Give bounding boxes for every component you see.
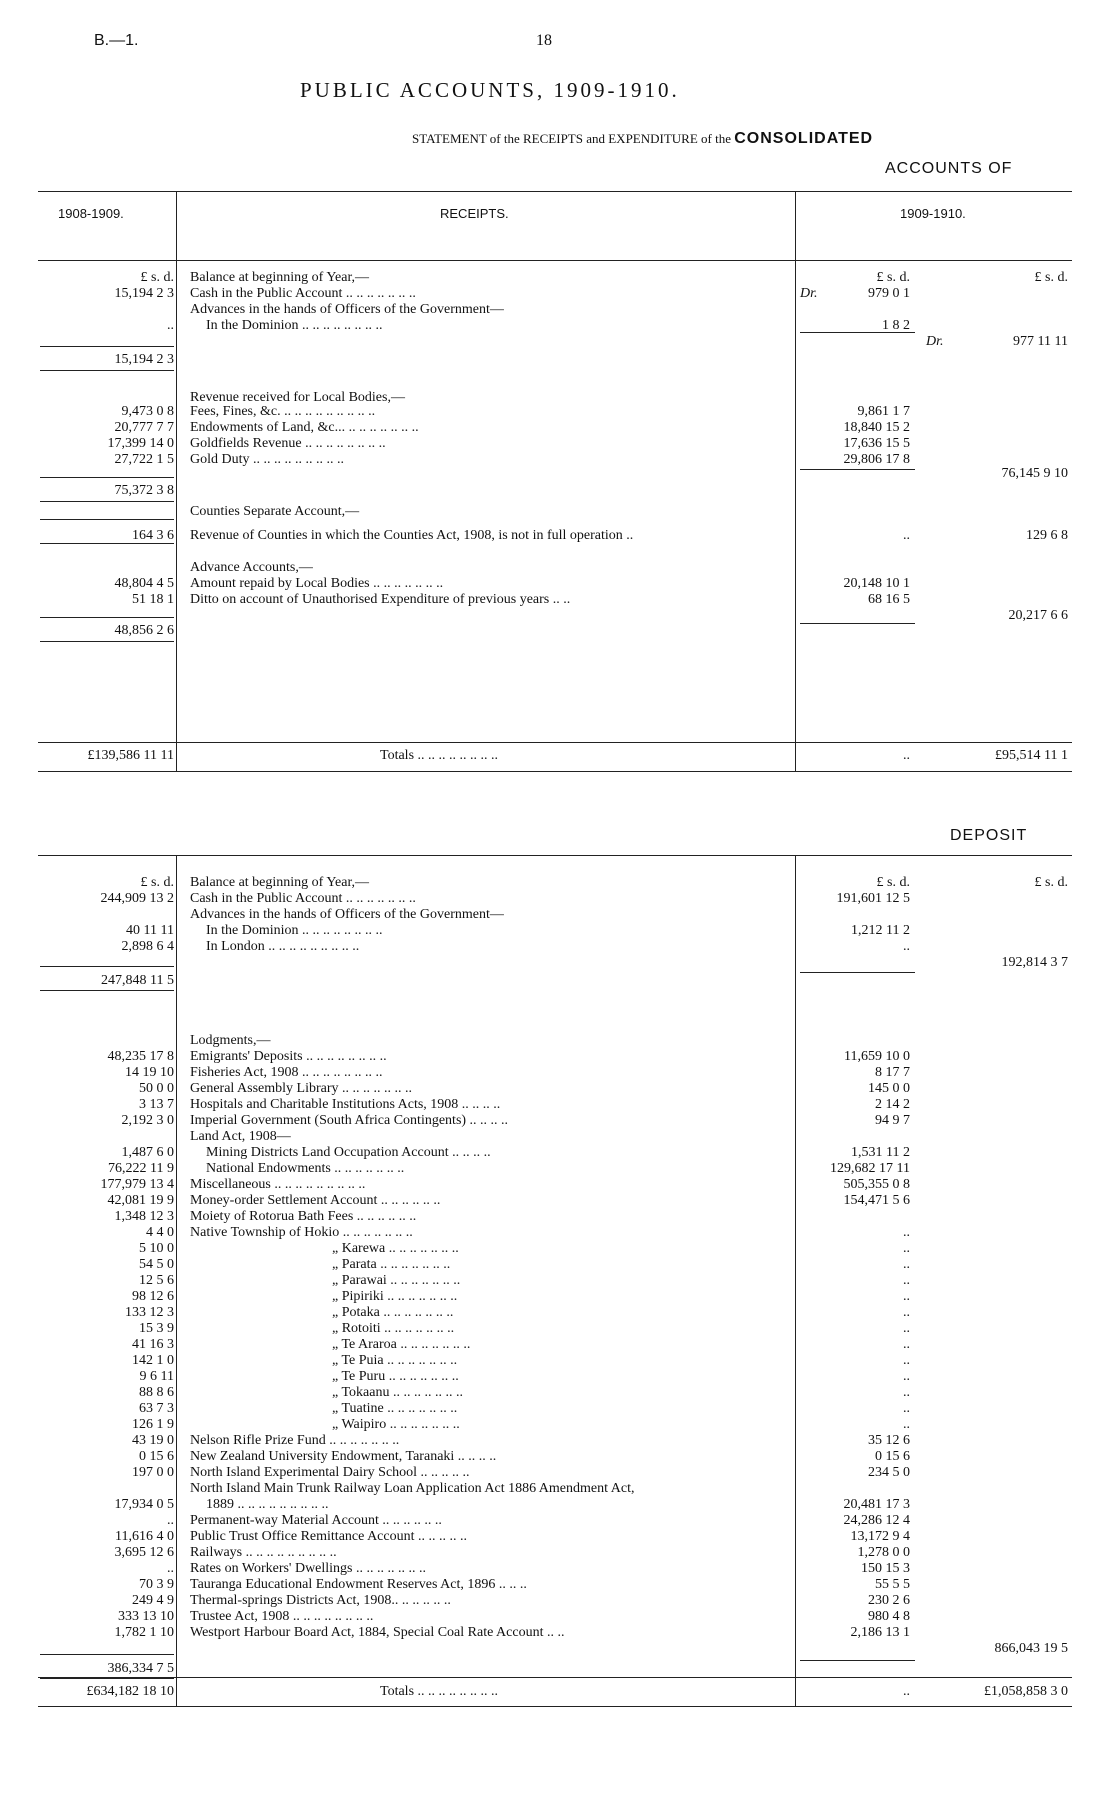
amount-detail: 24,286 12 4: [843, 1513, 910, 1528]
item-description: Cash in the Public Account .. .. .. .. .. .. ..: [190, 286, 416, 301]
item-description: „ Tuatine .. .. .. .. .. .. ..: [332, 1401, 458, 1416]
subtotal-rule: [40, 1654, 174, 1655]
item-description: Advances in the hands of Officers of the Government—: [190, 907, 504, 922]
table-row: [0, 270, 1114, 286]
item-description: Mining Districts Land Occupation Account .. .. .. ..: [206, 1145, 491, 1160]
rule: [38, 260, 1072, 261]
item-description: Trustee Act, 1908 .. .. .. .. .. .. .. ..: [190, 1609, 374, 1624]
amount-1908: 164 3 6: [132, 528, 174, 543]
amount-1908: 14 19 10: [125, 1065, 174, 1080]
item-description: New Zealand University Endowment, Taranaki .. .. .. ..: [190, 1449, 497, 1464]
amount-detail: £ s. d.: [876, 270, 910, 285]
subtotal-rule: [40, 346, 174, 347]
item-description: In London .. .. .. .. .. .. .. .. ..: [206, 939, 360, 954]
amount-1908: 48,804 4 5: [114, 576, 174, 591]
amount-detail: £ s. d.: [876, 875, 910, 890]
header-receipts: RECEIPTS.: [440, 206, 509, 221]
amount-detail: 2 14 2: [875, 1097, 910, 1112]
table-row: [0, 1529, 1114, 1545]
item-description: North Island Main Trunk Railway Loan Application Act 1886 Amendment Act,: [190, 1481, 635, 1496]
table-row: [0, 466, 1114, 482]
amount-1908: 177,979 13 4: [100, 1177, 174, 1192]
table-row: [0, 1193, 1114, 1209]
item-description: Lodgments,—: [190, 1033, 271, 1048]
amount-1908: 9 6 11: [139, 1369, 174, 1384]
page-number: 18: [536, 32, 552, 49]
rule: [38, 1677, 1072, 1678]
item-description: Imperial Government (South Africa Contingents) .. .. .. ..: [190, 1113, 509, 1128]
amount-1908: 1,487 6 0: [121, 1145, 174, 1160]
amount-1909: 977 11 11: [1013, 334, 1068, 349]
amount-1908: £ s. d.: [140, 875, 174, 890]
amount-detail: 979 0 1: [868, 286, 910, 301]
table-row: [0, 1385, 1114, 1401]
amount-1908: 76,222 11 9: [108, 1161, 174, 1176]
amount-detail: 11,659 10 0: [844, 1049, 910, 1064]
item-description: Endowments of Land, &c... .. .. .. .. .. .. ..: [190, 420, 419, 435]
deposit-title: DEPOSIT: [950, 827, 1028, 844]
table-row: [0, 1081, 1114, 1097]
item-description: Fisheries Act, 1908 .. .. .. .. .. .. .. ..: [190, 1065, 383, 1080]
table-row: [0, 1465, 1114, 1481]
amount-detail: 9,861 1 7: [857, 404, 910, 419]
amount-1908: 48,235 17 8: [107, 1049, 174, 1064]
amount-1908: 2,898 6 4: [121, 939, 174, 954]
subtotal-rule: [800, 469, 915, 470]
table-row: [0, 286, 1114, 302]
table-row: [0, 608, 1114, 624]
amount-1908: 15 3 9: [139, 1321, 174, 1336]
rule: [38, 771, 1072, 772]
amount-1908: 98 12 6: [132, 1289, 174, 1304]
amount-detail: ..: [903, 1321, 910, 1336]
amount-1908: 3,695 12 6: [114, 1545, 174, 1560]
amount-detail: 154,471 5 6: [843, 1193, 910, 1208]
table-row: [0, 955, 1114, 971]
amount-1908: 17,399 14 0: [107, 436, 174, 451]
amount-1908: 50 0 0: [139, 1081, 174, 1096]
subtotal-rule: [40, 519, 174, 520]
item-description: „ Potaka .. .. .. .. .. .. ..: [332, 1305, 454, 1320]
amount-1908: 42,081 19 9: [107, 1193, 174, 1208]
table-row: [0, 1097, 1114, 1113]
rule: [38, 742, 1072, 743]
amount-1908: 63 7 3: [139, 1401, 174, 1416]
subtotal-rule: [40, 501, 174, 502]
table-row: [0, 1049, 1114, 1065]
amount-1909: 129 6 8: [1026, 528, 1068, 543]
amount-1908: 4 4 0: [146, 1225, 174, 1240]
item-description: Money-order Settlement Account .. .. .. .. .. ..: [190, 1193, 441, 1208]
amount-1908: 2,192 3 0: [121, 1113, 174, 1128]
table-row: [0, 1321, 1114, 1337]
subtotal-rule: [40, 370, 174, 371]
amount-detail: 505,355 0 8: [843, 1177, 910, 1192]
subtotal-rule: [800, 972, 915, 973]
amount-detail: 980 4 8: [868, 1609, 910, 1624]
subtotal-rule: [40, 477, 174, 478]
amount-1909: 192,814 3 7: [1001, 955, 1068, 970]
table-row: [0, 560, 1114, 576]
statement-prefix: STATEMENT of the RECEIPTS and EXPENDITURE of the: [412, 131, 731, 146]
amount-detail: ..: [903, 1337, 910, 1352]
item-description: Advance Accounts,—: [190, 560, 313, 575]
amount-1908: 27,722 1 5: [114, 452, 174, 467]
subtotal-rule: [40, 990, 174, 991]
item-description: National Endowments .. .. .. .. .. .. ..: [206, 1161, 405, 1176]
item-description: Goldfields Revenue .. .. .. .. .. .. .. ..: [190, 436, 386, 451]
amount-1908: 88 8 6: [139, 1385, 174, 1400]
table-row: [0, 334, 1114, 350]
amount-1908: ..: [167, 1561, 174, 1576]
table-row: [0, 1545, 1114, 1561]
amount-1908: 51 18 1: [132, 592, 174, 607]
amount-1909: 866,043 19 5: [994, 1641, 1068, 1656]
amount-detail: ..: [903, 1225, 910, 1240]
amount-1908: 0 15 6: [139, 1449, 174, 1464]
amount-1908: 386,334 7 5: [107, 1661, 174, 1676]
table-row: [0, 1609, 1114, 1625]
totals-col3: ..: [903, 748, 910, 763]
item-description: Westport Harbour Board Act, 1884, Special Coal Rate Account .. ..: [190, 1625, 565, 1640]
amount-1908: 247,848 11 5: [101, 973, 174, 988]
amount-1908: 15,194 2 3: [114, 286, 174, 301]
amount-detail: 0 15 6: [875, 1449, 910, 1464]
amount-detail: 145 0 0: [868, 1081, 910, 1096]
item-description: „ Pipiriki .. .. .. .. .. .. ..: [332, 1289, 458, 1304]
amount-detail: 129,682 17 11: [830, 1161, 910, 1176]
amount-detail: 35 12 6: [868, 1433, 910, 1448]
table-row: [0, 923, 1114, 939]
table-row: [0, 1369, 1114, 1385]
table-row: [0, 939, 1114, 955]
table-row: [0, 1625, 1114, 1641]
table-row: [0, 302, 1114, 318]
subtotal-rule: [800, 332, 915, 333]
item-description: In the Dominion .. .. .. .. .. .. .. ..: [206, 318, 383, 333]
statement-caption: [412, 130, 873, 148]
table-row: [0, 623, 1114, 639]
item-description: Balance at beginning of Year,—: [190, 270, 370, 285]
item-description: Permanent-way Material Account .. .. .. .. .. ..: [190, 1513, 442, 1528]
table-row: [0, 528, 1114, 544]
amount-1908: 197 0 0: [132, 1465, 174, 1480]
amount-detail: 20,148 10 1: [843, 576, 910, 591]
amount-1909: £ s. d.: [1034, 270, 1068, 285]
table-row: [0, 352, 1114, 368]
table-row: [0, 1065, 1114, 1081]
amount-1908: 11,616 4 0: [115, 1529, 174, 1544]
item-description: 1889 .. .. .. .. .. .. .. .. ..: [206, 1497, 329, 1512]
subtotal-rule: [800, 623, 915, 624]
table-row: [0, 1289, 1114, 1305]
amount-detail: 94 9 7: [875, 1113, 910, 1128]
totals-1909: £1,058,858 3 0: [984, 1684, 1068, 1699]
item-description: Fees, Fines, &c. .. .. .. .. .. .. .. .. ..: [190, 404, 376, 419]
amount-1908: 12 5 6: [139, 1273, 174, 1288]
amount-detail: 29,806 17 8: [843, 452, 910, 467]
amount-1908: 41 16 3: [132, 1337, 174, 1352]
item-description: Amount repaid by Local Bodies .. .. .. .. .. .. ..: [190, 576, 444, 591]
amount-detail: ..: [903, 1289, 910, 1304]
amount-detail: ..: [903, 1401, 910, 1416]
amount-1908: £ s. d.: [140, 270, 174, 285]
totals-label: Totals .. .. .. .. .. .. .. ..: [380, 1684, 499, 1699]
totals-1909: £95,514 11 1: [995, 748, 1068, 763]
amount-1908: ..: [167, 318, 174, 333]
amount-detail: ..: [903, 1257, 910, 1272]
amount-detail: ..: [903, 1417, 910, 1432]
amount-detail: 13,172 9 4: [850, 1529, 910, 1544]
table-row: [0, 907, 1114, 923]
item-description: „ Rotoiti .. .. .. .. .. .. ..: [332, 1321, 455, 1336]
rule: [38, 191, 1072, 192]
table-row: [0, 1257, 1114, 1273]
page-title: PUBLIC ACCOUNTS, 1909-1910.: [300, 78, 680, 102]
amount-1908: 40 11 11: [126, 923, 174, 938]
page-reference: B.—1.: [94, 32, 139, 49]
item-description: Miscellaneous .. .. .. .. .. .. .. .. ..: [190, 1177, 366, 1192]
item-description: Ditto on account of Unauthorised Expenditure of previous years .. ..: [190, 592, 571, 607]
table-row: [0, 1273, 1114, 1289]
rule: [38, 855, 1072, 856]
table-row: [0, 420, 1114, 436]
subtotal-rule: [800, 1660, 915, 1661]
amount-1908: 17,934 0 5: [114, 1497, 174, 1512]
table-row: [0, 875, 1114, 891]
amount-detail: 234 5 0: [868, 1465, 910, 1480]
table-row: [0, 483, 1114, 499]
statement-line2: ACCOUNTS OF: [885, 160, 1013, 177]
item-description: Gold Duty .. .. .. .. .. .. .. .. ..: [190, 452, 344, 467]
header-1908: 1908-1909.: [58, 206, 124, 221]
item-description: Emigrants' Deposits .. .. .. .. .. .. .. ..: [190, 1049, 387, 1064]
amount-detail: 18,840 15 2: [843, 420, 910, 435]
item-description: „ Waipiro .. .. .. .. .. .. ..: [332, 1417, 460, 1432]
amount-detail: 230 2 6: [868, 1593, 910, 1608]
table-row: [0, 1145, 1114, 1161]
table-row: [0, 504, 1114, 520]
amount-detail: ..: [903, 1353, 910, 1368]
amount-detail: ..: [903, 528, 910, 543]
amount-1908: 70 3 9: [139, 1577, 174, 1592]
item-description: In the Dominion .. .. .. .. .. .. .. ..: [206, 923, 383, 938]
amount-detail: 1 8 2: [882, 318, 910, 333]
table-row: [0, 1449, 1114, 1465]
table-row: [0, 576, 1114, 592]
amount-1908: 75,372 3 8: [114, 483, 174, 498]
amount-1908: 9,473 0 8: [121, 404, 174, 419]
item-description: „ Te Puru .. .. .. .. .. .. ..: [332, 1369, 459, 1384]
table-row: [0, 318, 1114, 334]
amount-detail: 8 17 7: [875, 1065, 910, 1080]
table-row: [0, 1593, 1114, 1609]
amount-1908: 249 4 9: [132, 1593, 174, 1608]
amount-detail: ..: [903, 939, 910, 954]
item-description: Advances in the hands of Officers of the Government—: [190, 302, 504, 317]
item-description: Public Trust Office Remittance Account .. .. .. .. ..: [190, 1529, 467, 1544]
item-description: „ Parawai .. .. .. .. .. .. ..: [332, 1273, 461, 1288]
table-row: [0, 592, 1114, 608]
table-row: [0, 1661, 1114, 1677]
amount-detail: 150 15 3: [861, 1561, 910, 1576]
item-description: Nelson Rifle Prize Fund .. .. .. .. .. .. ..: [190, 1433, 400, 1448]
amount-detail: 191,601 12 5: [836, 891, 910, 906]
table-row: [0, 1305, 1114, 1321]
amount-1908: 54 5 0: [139, 1257, 174, 1272]
debit-mark: Dr.: [926, 334, 944, 349]
amount-1908: 244,909 13 2: [100, 891, 174, 906]
table-row: [0, 404, 1114, 420]
amount-detail: ..: [903, 1241, 910, 1256]
table-row: [0, 891, 1114, 907]
amount-detail: 1,212 11 2: [851, 923, 910, 938]
statement-bold: CONSOLIDATED: [734, 130, 874, 147]
amount-1908: 126 1 9: [132, 1417, 174, 1432]
table-row: [0, 1481, 1114, 1497]
totals-col3: ..: [903, 1684, 910, 1699]
table-row: [0, 1433, 1114, 1449]
amount-1908: 3 13 7: [139, 1097, 174, 1112]
table-row: [0, 1401, 1114, 1417]
table-row: [0, 1337, 1114, 1353]
amount-1908: 43 19 0: [132, 1433, 174, 1448]
totals-row: [0, 1684, 1114, 1700]
amount-detail: 20,481 17 3: [843, 1497, 910, 1512]
item-description: Revenue received for Local Bodies,—: [190, 390, 405, 405]
item-description: Native Township of Hokio .. .. .. .. .. .. ..: [190, 1225, 413, 1240]
amount-1908: 20,777 7 7: [114, 420, 174, 435]
amount-1908: 15,194 2 3: [114, 352, 174, 367]
item-description: Hospitals and Charitable Institutions Acts, 1908 .. .. .. ..: [190, 1097, 501, 1112]
table-row: [0, 1129, 1114, 1145]
amount-1909: £ s. d.: [1034, 875, 1068, 890]
amount-detail: 2,186 13 1: [850, 1625, 910, 1640]
table-row: [0, 436, 1114, 452]
amount-1908: 48,856 2 6: [114, 623, 174, 638]
table-row: [0, 1225, 1114, 1241]
table-row: [0, 1241, 1114, 1257]
subtotal-rule: [40, 617, 174, 618]
header-1909: 1909-1910.: [900, 206, 966, 221]
table-row: [0, 1177, 1114, 1193]
totals-1908: £139,586 11 11: [87, 748, 174, 763]
totals-label: Totals .. .. .. .. .. .. .. ..: [380, 748, 499, 763]
item-description: Cash in the Public Account .. .. .. .. .. .. ..: [190, 891, 416, 906]
amount-detail: 68 16 5: [868, 592, 910, 607]
item-description: Moiety of Rotorua Bath Fees .. .. .. .. .. ..: [190, 1209, 417, 1224]
table-row: [0, 1113, 1114, 1129]
amount-detail: 55 5 5: [875, 1577, 910, 1592]
item-description: Balance at beginning of Year,—: [190, 875, 370, 890]
table-row: [0, 1561, 1114, 1577]
item-description: Land Act, 1908—: [190, 1129, 291, 1144]
subtotal-rule: [40, 641, 174, 642]
item-description: „ Te Araroa .. .. .. .. .. .. ..: [332, 1337, 471, 1352]
item-description: Counties Separate Account,—: [190, 504, 360, 519]
totals-1908: £634,182 18 10: [86, 1684, 174, 1699]
amount-1909: 20,217 6 6: [1008, 608, 1068, 623]
item-description: „ Parata .. .. .. .. .. .. ..: [332, 1257, 451, 1272]
item-description: General Assembly Library .. .. .. .. .. .. ..: [190, 1081, 413, 1096]
item-description: North Island Experimental Dairy School .. .. .. .. ..: [190, 1465, 470, 1480]
amount-1908: 5 10 0: [139, 1241, 174, 1256]
item-description: Rates on Workers' Dwellings .. .. .. .. .. .. ..: [190, 1561, 427, 1576]
item-description: „ Karewa .. .. .. .. .. .. ..: [332, 1241, 459, 1256]
subtotal-rule: [40, 1678, 174, 1679]
table-row: [0, 1417, 1114, 1433]
subtotal-rule: [40, 543, 174, 544]
amount-1908: ..: [167, 1513, 174, 1528]
item-description: „ Te Puia .. .. .. .. .. .. ..: [332, 1353, 458, 1368]
table-row: [0, 1033, 1114, 1049]
table-row: [0, 1209, 1114, 1225]
item-description: Railways .. .. .. .. .. .. .. .. ..: [190, 1545, 337, 1560]
amount-1908: 1,348 12 3: [114, 1209, 174, 1224]
item-description: Tauranga Educational Endowment Reserves Act, 1896 .. .. ..: [190, 1577, 527, 1592]
table-row: [0, 1497, 1114, 1513]
amount-detail: 1,531 11 2: [851, 1145, 910, 1160]
amount-detail: 17,636 15 5: [843, 436, 910, 451]
table-row: [0, 1577, 1114, 1593]
subtotal-rule: [40, 966, 174, 967]
rule: [38, 1706, 1072, 1707]
amount-detail: ..: [903, 1385, 910, 1400]
table-row: [0, 1353, 1114, 1369]
item-description: Revenue of Counties in which the Counties Act, 1908, is not in full operation ..: [190, 528, 634, 543]
amount-detail: ..: [903, 1273, 910, 1288]
debit-mark: Dr.: [800, 286, 818, 301]
amount-1908: 333 13 10: [118, 1609, 174, 1624]
amount-detail: ..: [903, 1369, 910, 1384]
table-row: [0, 1513, 1114, 1529]
amount-detail: ..: [903, 1305, 910, 1320]
amount-1909: 76,145 9 10: [1001, 466, 1068, 481]
table-row: [0, 973, 1114, 989]
table-row: [0, 1161, 1114, 1177]
amount-1908: 133 12 3: [125, 1305, 174, 1320]
item-description: Thermal-springs Districts Act, 1908.. .. .. .. .. ..: [190, 1593, 451, 1608]
item-description: „ Tokaanu .. .. .. .. .. .. ..: [332, 1385, 463, 1400]
totals-row: [0, 748, 1114, 764]
amount-1908: 142 1 0: [132, 1353, 174, 1368]
amount-detail: 1,278 0 0: [857, 1545, 910, 1560]
amount-1908: 1,782 1 10: [114, 1625, 174, 1640]
